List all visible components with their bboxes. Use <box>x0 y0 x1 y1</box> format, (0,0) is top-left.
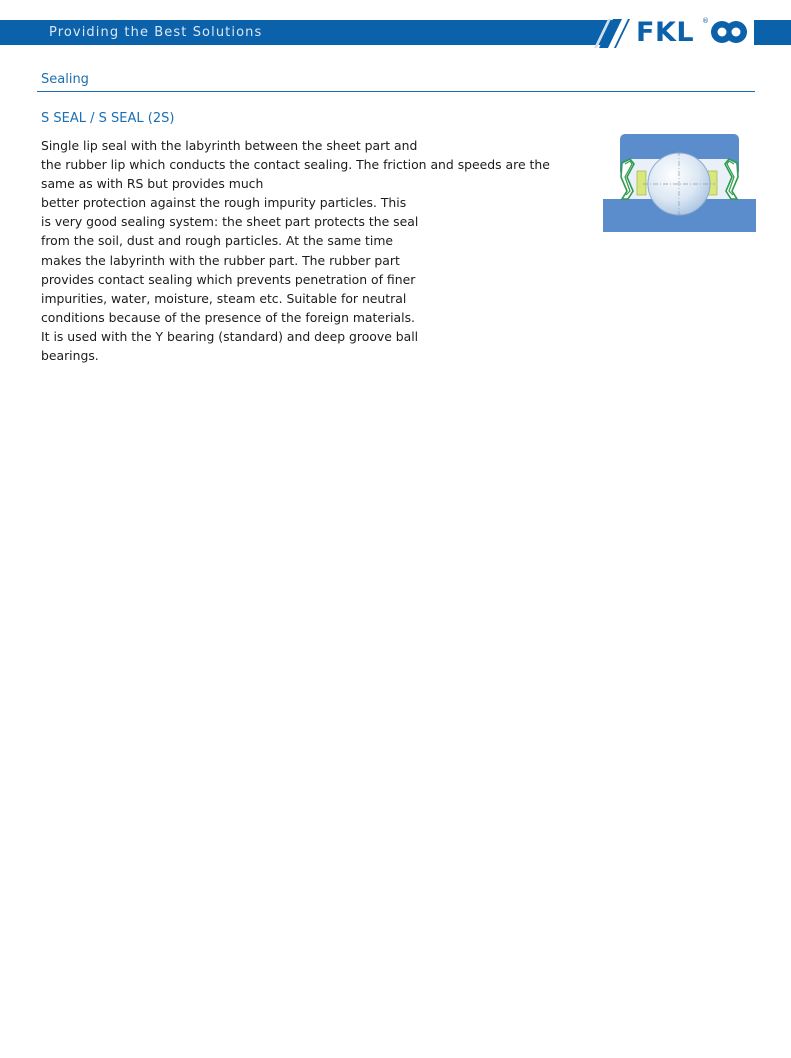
description-line: conditions because of the presence of the foreign materials. <box>41 309 415 325</box>
description-line: bearings. <box>41 348 99 364</box>
section-title: Sealing <box>41 72 89 87</box>
description-line: better protection against the rough impurity particles. This <box>41 195 407 211</box>
section-divider <box>37 91 755 92</box>
logo-registered-mark: ® <box>702 17 709 25</box>
description-line: It is used with the Y bearing (standard) and deep groove ball <box>41 328 419 344</box>
company-logo <box>588 16 754 48</box>
description-line: is very good sealing system: the sheet part protects the seal <box>41 214 419 230</box>
description-line: provides contact sealing which prevents penetration of finer <box>41 271 416 287</box>
description-line: the rubber lip which conducts the contact sealing. The friction and speeds are the <box>41 157 550 173</box>
logo-text: FKL <box>636 17 695 48</box>
seal-illustration <box>603 133 756 232</box>
description-line: from the soil, dust and rough particles. At the same time <box>41 233 394 249</box>
description-line: makes the labyrinth with the rubber part. The rubber part <box>41 252 400 268</box>
description-paragraph <box>41 136 581 365</box>
subsection-title: S SEAL / S SEAL (2S) <box>41 111 175 126</box>
description-line: Single lip seal with the labyrinth between the sheet part and <box>41 138 418 153</box>
bearing-seal-cross-section-icon <box>603 133 756 232</box>
description-line: impurities, water, moisture, steam etc. Suitable for neutral <box>41 290 407 306</box>
header-tagline: Providing the Best Solutions <box>49 25 263 40</box>
header-band-end <box>754 20 791 45</box>
description-line: same as with RS but provides much <box>41 176 264 192</box>
